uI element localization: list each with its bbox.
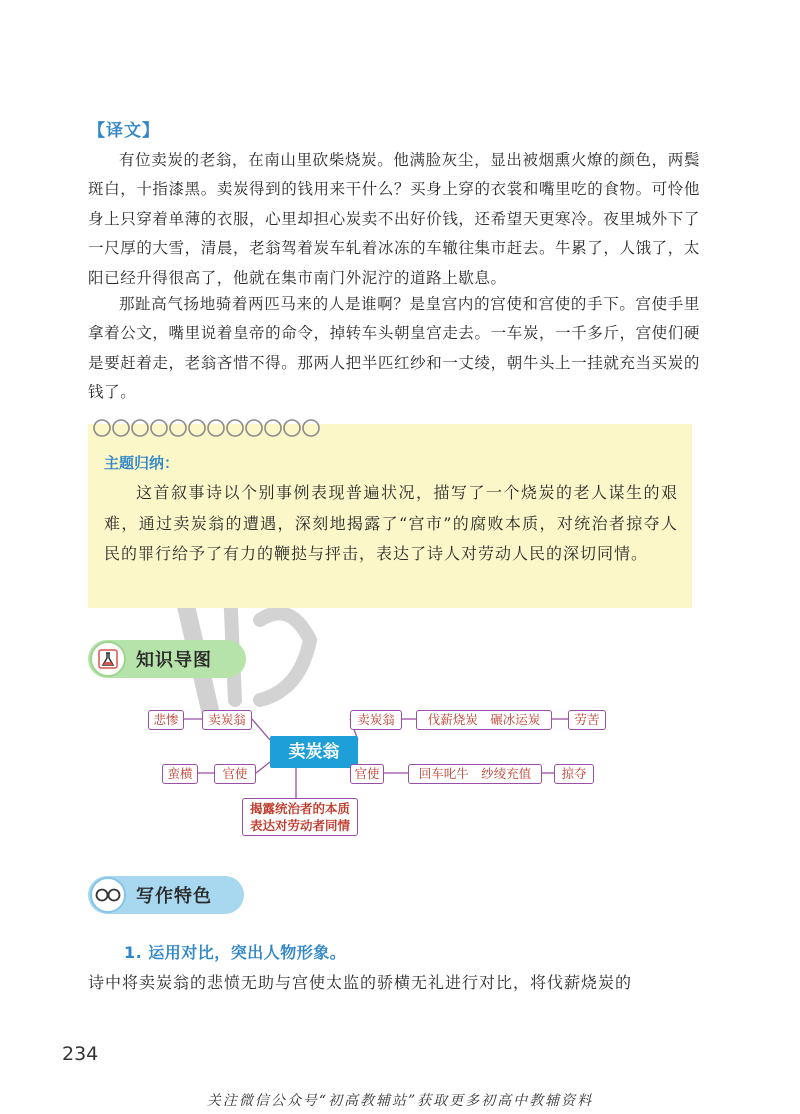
node-official-left: 官使 [214, 764, 256, 784]
knowledge-map-heading [88, 640, 246, 678]
glasses-icon [90, 877, 126, 913]
translation-paragraph-2: 那趾高气扬地骑着两匹马来的人是谁啊？是皇宫内的宫使和宫使的手下。宫使手里拿着公文，嘴里说着皇帝的命令，掉转车头朝皇宫走去。一车炭，一千多斤，宫使们硬是要赶着走，老翁吝惜不得。那两人把半匹红纱和一丈绫，朝牛头上一挂就充当买炭的钱了。 [88, 295, 700, 402]
flask-icon [90, 641, 126, 677]
theme-text: 这首叙事诗以个别事例表现普遍状况，描写了一个烧炭的老人谋生的艰难，通过卖炭翁的遭遇，深刻地揭露了“宫市”的腐败本质，对统治者掠夺人民的罪行给予了有力的鞭挞与抨击，表达了诗人对劳动人民的深切同情。 [104, 483, 678, 563]
node-center: 卖炭翁 [270, 736, 358, 768]
node-theme [242, 798, 358, 836]
node-old-man-left: 卖炭翁 [202, 710, 252, 730]
node-toil: 劳苦 [568, 710, 606, 730]
node-theme-line-2: 表达对劳动者同情 [249, 818, 350, 833]
page-number: 234 [62, 1043, 99, 1065]
writing-features-heading [88, 876, 244, 914]
node-theme-line-1: 揭露统治者的本质 [249, 801, 350, 816]
spiral-binding-decoration [92, 414, 322, 442]
translation-paragraph-1: 有位卖炭的老翁，在南山里砍柴烧炭。他满脸灰尘，显出被烟熏火燎的颜色，两鬓斑白，十指漆黑。卖炭得到的钱用来干什么？买身上穿的衣裳和嘴里吃的食物。可怜他身上只穿着单薄的衣服，心里却担心炭卖不出好价钱，还希望天更寒冷。夜里城外下了一尺厚的大雪，清晨，老翁驾着炭车轧着冰冻的车辙往集市赶去。牛累了，人饿了，太阳已经升得很高了，他就在集市南门外泥泞的道路上歇息。 [88, 151, 700, 287]
knowledge-mind-map [140, 698, 620, 838]
footer-note: 关注微信公众号“初高教辅站”获取更多初高中教辅资料 [206, 1093, 594, 1109]
node-official-right: 官使 [350, 764, 384, 784]
writing-point-1: 1. 运用对比，突出人物形象。 [124, 943, 347, 962]
node-old-man-right: 卖炭翁 [350, 710, 402, 730]
node-tragic: 悲惨 [148, 710, 184, 730]
writing-body-line: 诗中将卖炭翁的悲愤无助与宫使太监的骄横无礼进行对比，将伐薪烧炭的 [88, 973, 633, 992]
knowledge-map-title: 知识导图 [136, 650, 212, 671]
translation-tag: 【译文】 [88, 121, 160, 141]
node-seizure-process: 回车叱牛 纱绫充值 [408, 764, 542, 784]
node-plunder: 掠夺 [554, 764, 594, 784]
writing-features-title: 写作特色 [136, 886, 212, 907]
theme-title: 主题归纳： [104, 454, 180, 472]
node-arrogant: 蛮横 [162, 764, 198, 784]
node-labor-process: 伐薪烧炭 碾冰运炭 [416, 710, 552, 730]
